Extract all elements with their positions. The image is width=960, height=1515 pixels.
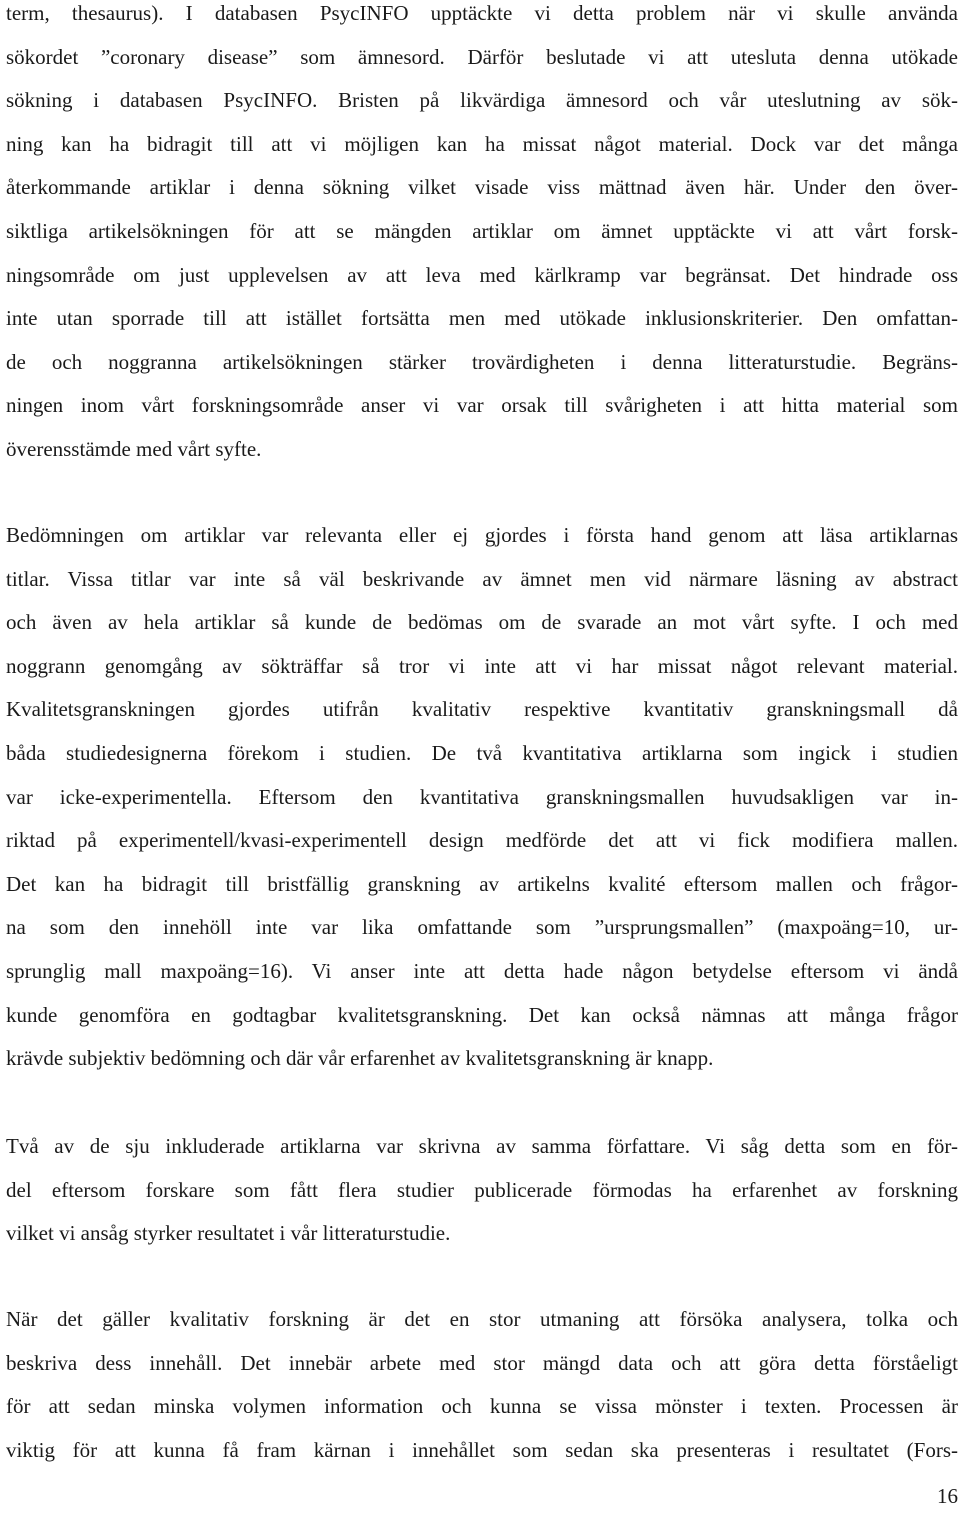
paragraph-qualitative-research xyxy=(6,1298,958,1472)
paragraph-quality-review xyxy=(6,514,958,1081)
text-line: de och noggranna artikelsökningen stärker trovärdigheten i denna litteraturstudie. Begräns- xyxy=(6,349,958,374)
text-line: na som den innehöll inte var lika omfattande som ”ursprungsmallen” (maxpoäng=10, ur- xyxy=(6,915,958,940)
paragraph-same-author xyxy=(6,1125,958,1256)
text-line: beskriva dess innehåll. Det innebär arbete med stor mängd data och att göra detta förståeligt xyxy=(6,1350,958,1375)
text-line: och även av hela artiklar så kunde de bedömas om de svarade an mot vårt syfte. I och med xyxy=(6,610,958,635)
text-line: ningsområde om just upplevelsen av att leva med kärlkramp var begränsat. Det hindrade oss xyxy=(6,262,958,287)
text-line: kunde genomföra en godtagbar kvalitetsgranskning. Det kan också nämnas att många frågor xyxy=(6,1002,958,1027)
text-line: sökordet ”coronary disease” som ämnesord. Därför beslutade vi att utesluta denna utökade xyxy=(6,44,958,69)
text-line: för att sedan minska volymen information och kunna se vissa mönster i texten. Processen är xyxy=(6,1394,958,1419)
text-line: siktliga artikelsökningen för att se mängden artiklar om ämnet upptäckte vi att vårt forsk- xyxy=(6,218,958,243)
text-line: Kvalitetsgranskningen gjordes utifrån kvalitativ respektive kvantitativ granskningsmall då xyxy=(6,697,958,722)
text-line: ning kan ha bidragit till att vi möjligen kan ha missat något material. Dock var det många xyxy=(6,131,958,156)
text-line: återkommande artiklar i denna sökning vilket visade viss mättnad även här. Under den över- xyxy=(6,175,958,200)
text-line: vilket vi ansåg styrker resultatet i vår litteraturstudie. xyxy=(6,1221,451,1246)
text-line: sökning i databasen PsycINFO. Bristen på likvärdiga ämnesord och vår uteslutning av sök- xyxy=(6,88,958,113)
text-line: krävde subjektiv bedömning och där vår erfarenhet av kvalitetsgranskning är knapp. xyxy=(6,1046,714,1071)
text-line: sprunglig mall maxpoäng=16). Vi anser inte att detta hade någon betydelse eftersom vi ändå xyxy=(6,958,958,983)
text-line: viktig för att kunna få fram kärnan i innehållet som sedan ska presenteras i resultatet (Fors- xyxy=(6,1437,958,1462)
text-line: del eftersom forskare som fått flera studier publicerade förmodas ha erfarenhet av forskning xyxy=(6,1177,958,1202)
text-line: Två av de sju inkluderade artiklarna var skrivna av samma författare. Vi såg detta som en för- xyxy=(6,1134,958,1158)
text-line: När det gäller kvalitativ forskning är det en stor utmaning att försöka analysera, tolka och xyxy=(6,1307,958,1331)
text-line: var icke-experimentella. Eftersom den kvantitativa granskningsmallen huvudsakligen var in- xyxy=(6,784,958,809)
text-line: båda studiedesignerna förekom i studien. De två kvantitativa artiklarna som ingick i studien xyxy=(6,740,958,765)
text-line: inte utan sporrade till att istället fortsätta men med utökade inklusionskriterier. Den omfattan- xyxy=(6,306,958,331)
paragraph-search-limitations xyxy=(6,0,958,472)
text-line: Det kan ha bidragit till bristfällig granskning av artikelns kvalité eftersom mallen och frågor- xyxy=(6,871,958,896)
text-line: ningen inom vårt forskningsområde anser vi var orsak till svårigheten i att hitta material som xyxy=(6,393,958,418)
text-line: term, thesaurus). I databasen PsycINFO upptäckte vi detta problem när vi skulle använda xyxy=(6,1,958,25)
text-line: Bedömningen om artiklar var relevanta eller ej gjordes i första hand genom att läsa artiklarnas xyxy=(6,523,958,547)
page-number: 16 xyxy=(937,1484,958,1508)
text-line: noggrann genomgång av sökträffar så tror vi inte att vi har missat något relevant material. xyxy=(6,653,958,678)
text-line: överensstämde med vårt syfte. xyxy=(6,436,262,461)
text-line: riktad på experimentell/kvasi-experimentell design medförde det att vi fick modifiera mallen. xyxy=(6,828,958,853)
text-line: titlar. Vissa titlar var inte så väl beskrivande av ämnet men vid närmare läsning av abstract xyxy=(6,566,958,591)
